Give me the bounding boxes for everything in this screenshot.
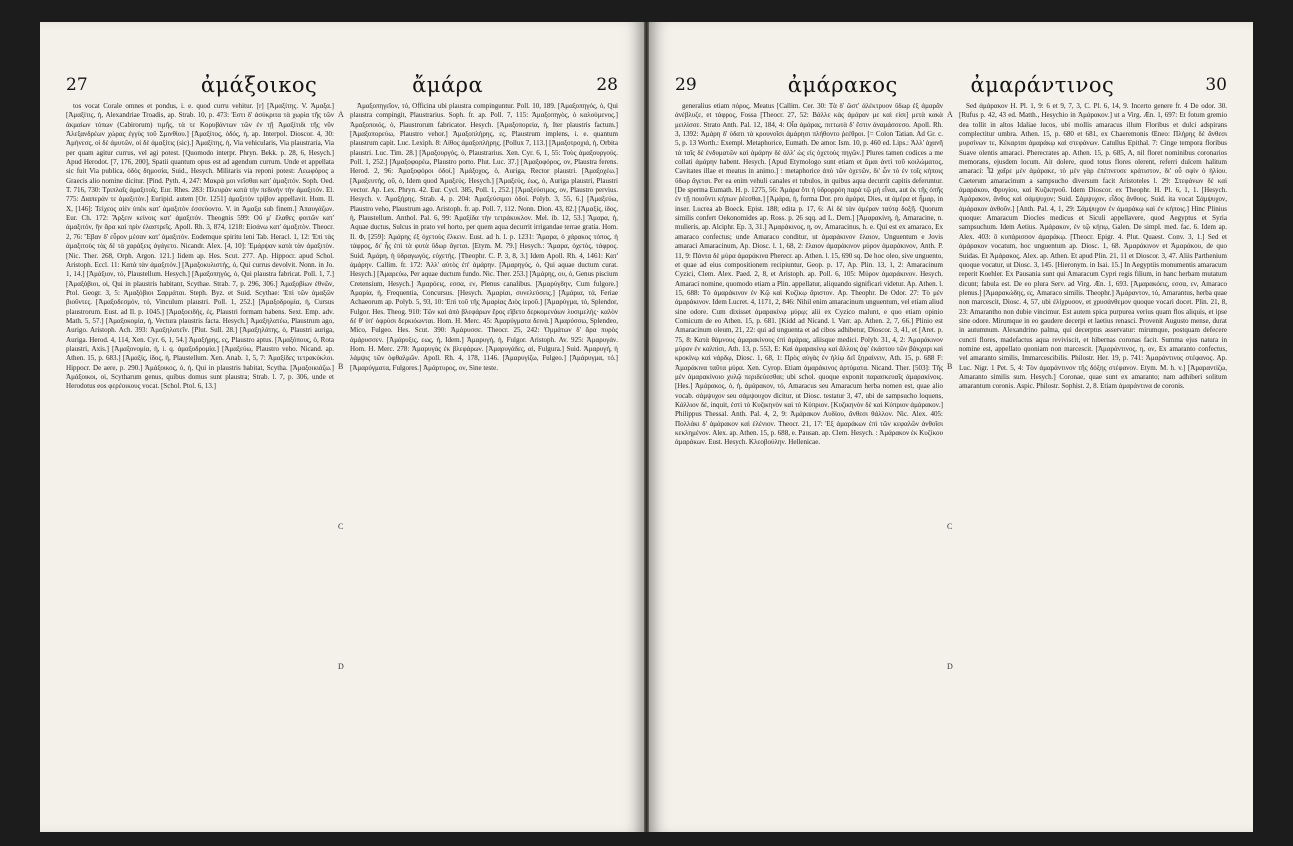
gutter-letter-d: D bbox=[338, 662, 344, 671]
gutter-letter-c: C bbox=[338, 522, 344, 531]
book-spread bbox=[40, 22, 1253, 832]
page-number-28: 28 bbox=[596, 75, 618, 95]
gutter-letter-d: D bbox=[947, 662, 953, 671]
gutter-letter-a: A bbox=[947, 110, 953, 119]
column-29 bbox=[675, 102, 943, 820]
column-30-text: Sed ἀμάρακον H. Pl. 1, 9: 6 et 9, 7, 3, C. Pl. 6, 14, 9. Incerto genere fr. 4 De odor. 30. [Rufus p. 42, 43 ed. Matth., Hesychio in Ἀμάρακον.] ut a Virg. Æn. 1, 697: Et fotum gremio dea tollit in altos Idaliae lucos, ubi mollis amaracus illum Floribus et dulci adspirans complectitur umbra. Athen. 15, p. 680 et 681, ex Chaeremonis Œneo: Πλήρης δὲ ἄνθεσι μυρσίνων τε, Κέκαρται ἀμαράκῳ καὶ στεφάνων. Catullus Epithal. 7: Cinge tempora floribus Suave olentis amaraci. Pherecrates ap. Athen. 15, p. 685, A, nil floret nominibus coronarios memorans, ejusdem locum. Ait dolere, quod totus flores olerent, referri dulcem halitum amaraci: Ὦ χαῖρε μὲν ἀμάρακε, τὸ μὲν γὰρ ἐπέπνευσε κράτιστον, δι' οὗ σφὶν ὁ ἡλίου. Caeterum amaracinum a sampsucho diversum facit Aristoteles l. 29: Στεφάνων δὲ καὶ ἀμαράκου, Φρυγίου, καὶ Κυζικηνοῦ. Idem Dioscor. ex Theophr. H. Pl. 6, 1, 1. [Hesych. Ἀμάρακον, ἄνθος καὶ σάμψυχον; Suid. Σάμψυχον, εἶδος ἄνθους. Suid. ita vocat Σάμψυχον, ἀμάρακον ἀνθοῦν.] [Anth. Pal. 4, 1, 29: Σάμψυχον ἐν ἀμαράκῳ καὶ ἐν κήποις.] Hinc Plinius quoque: Amaracum Diocles medicus et Siculi appellavere, quod Aegyptus et Syria sampsuchum. Idem Aetius. Ἀμάρακον, ἐν τῷ κήπῳ, Galen. De simpl. med. fac. 6. Idem ap. Alex. 403: ὃ κυπάρισσον ἀμαράκῳ. [Theocr. Epigr. 4. Plut. Quaest. Conv. 3, 1.] Sed et ἀμάρακον vocatum, hoc unguentum ap. Diosc. 1, 68. Ἀμαράκινον et Ἀμαράκου, de quo Suidas. Et Ἀμάρακος, Alex. ap. Athen. Et apud Plin. 21, 11 et Dioscor. 3, 47. Aliis Parthenium quoque vocatur, ut Diosc. 3, 145. [Hieronym. in Isai. 15.] In Aegyptiis monumentis amaracum reperit Koehler. Ex Pausania sunt qui Amaracum Cypri regis filium, in hanc herbam mutatum dicunt; fabula est. De eo plura Serv. ad Virg. Æn. 1, 693. [Ἀμαρακόεις, εσσα, εν, Amaraco plenus.] [Ἀμαρακώδης, ες, Amaraco similis. Theophr.] Ἀμάραντον, τό, Amarantus, herba quae non marcescit, Diosc. 4, 57, ubi ἐλίχρυσον, et χρυσάνθεμον quoque vocari docet. Plin. 21, 8, 23: Amarantho non dubie vincimur. Est autem spica purpurea verius quam flos aliquis, et ipse sine odore. Mirumque in eo gaudere decerpi et laetius renasci. Provenit Augusto mense, durat in autumnum. Alexandrino palma, qui decerptus asservatur: mirumque, postquam defecere cuncti flores, madefactus aqua reviviscit, et hibernas coronas facit. Summa ejus natura in nomine est, appellato quoniam non marcescit. [Ἀμαράντινος, η, ον, Ex amaranto confectus, vel amaranto similis, Immarcescibilis. Philostr. Her. 19, p. 741: Ἀμαράντινος στέφανος. Ap. Luc. Nigr. 1 Pet. 5, 4: Τὸν ἀμαράντινον τῆς δόξης στέφανον. Etym. M. h. v.] [Ἀμαραντίζω, Amaranto similis sum. Hesych.] Coronae, quae sunt ex amaranto; nam adhiberi solitum amarantum coronis. Aspic. Philostr. Sophist. 2, 8. Etiam ἀμαράντινα de coronis. bbox=[959, 102, 1227, 391]
right-page-columns bbox=[675, 102, 1227, 820]
gutter-letter-c: C bbox=[947, 522, 953, 531]
page-number-27: 27 bbox=[66, 75, 88, 95]
column-27 bbox=[66, 102, 334, 820]
left-page-gutter-letters bbox=[335, 102, 349, 820]
column-27-text: tos vocat Corale omnes et pondus, i. e. quod curru vehitur. [r] [Ἀμαξίτης. V. Ἀμαξα.] [Ἀμαξίτις, ἡ, Alexandriae Troadis, ap. Strab. 10, p. 473: Ἐστι δ' ἀσύκριτα τὰ χωρία τῆς τῶν ἀκμαίων τόπων (Cabirorum) τιμῆς, τὰ τε Κορυβάντων τῶν ἐν τῇ Ἀμαξίτιδι τῆς νῦν Ἀλεξανδρέων χώρας ἐγγὺς τοῦ Σμινθίου.] [Ἀμαξίτος, ὁδός, ἡ, ap. Interpol. Dioscor. 4, 30: Ἀμήνεσς, οἱ δὲ ἀμυτῶν, οἱ δὲ ἀμαξίτις (sic).] Ἀμαξίτης, ἡ, Via vehicularis, Via plaustraria, Via per quam agitur currus, vel agi potest. [Quomodo interpr. Phryn. Bekk. p. 28, 6, Hesych.] Apud Herodot. [7, 176, 200], Spatii quantum opus est ad agendum currum. Unde et appellata sic fuit Via publica, ὁδὸς δημοσία, Suid., Hesych. Militaris via reponi potest: Λεωφόρος a Graecis alio nomine dicitur. [Pind. Pyth. 4, 247: Μακρὰ μοι νεῖσθαι κατ' ἀμαξιτόν. Soph. Oed. T. 716, 730: Τριπλαῖς ἀμαξιτοῖς. Eur. Rhes. 283: Πλευρὰν κατὰ τὴν πεδινὴν τὴν ἀμαξιτόν. El. 775: Διαπεράν τε ἀμαξιτὸν.] Euripid. autem [Or. 1251] ἀμαξιτὸν τρίβον appellavit. Hom. Il. X, [146]: Τείχεος αἰὲν ὑπὲκ κατ' ἀμαξιτὸν ἐσσεύοντο. V. in Ἀμαξα sub finem.] Ἀπαυγάζων. Eur. Ch. 172: Ἄρξειν κείνοις κατ' ἀμαξιτόν. Theognis 599: Οὔ μ' ἔλαθες φοιτῶν κατ' ἀμαξιτόν, ἣν ἄρα καὶ πρὶν ἐλαστρεῖς. Apoll. Rh. 3, 874, 1218: Εἰσάνω κατ' ἀμαξιτὸν. Theocr. 2, 76: Ἔβαν δ' εὖρον μέσαν κατ' ἀμαξιτὸν. Eodemque spiritu leni Tab. Heracl. 1, 12: Ἐπὶ τὰς ἀμαξιτοὺς τὰς δὲ τὰ χαράξεις ἀγάγετο. Nicandr. Alex. [4, 10]: Ἐμάρψαν κατὰ τὰν ἀμαξιτὸν. [Nic. Ther. 268, Orph. Argon. 121.] Iidem ap. Hes. Scut. 277. Ap. Hippocr. apud Schol. Aristoph. Eccl. 11: Κατὰ τὰν ἀμαξιτόν.] [Ἀμαξοκυλιστής, ὁ, Qui currus devolvit. Nonn. in Jo. 1, 14.] [Ἀμάξιον, τό, Plaustellum. Hesych.] [Ἀμαξοπηγός, ὁ, Qui plaustra fabricat. Poll. 1, 7.] [Ἀμαξόβιοι, οἱ, Qui in plaustris habitant, Scythae. Strab. 7, p. 296, 306.] Ἀμαξοβίων ἐθνῶν, Ptol. Geogr. 3, 5: Ἀμαξόβιοι Σαρμάται. Steph. Byz. et Suid. Scythae: Ἐπὶ τῶν ἀμαξῶν βιοῦντες. [Ἀμαξοδεσμόν, τό, Vinculum plaustri. Poll. 1, 252.] [Ἀμαξοδρομία, ἡ, Cursus plaustrorum. Eust. ad Il. p. 1045.] [Ἀμαξοειδής, ές, Plaustri formam habens. Sext. Emp. adv. Math. 5, 57.] [Ἀμαξοκομία, ἡ, Vectura plaustris facta. Hesych.] Ἀμαξηλατέω, Plaustrum ago, Aurigo. Aristoph. Ach. 393: Ἀμαξηλατεῖν. [Plut. Sull. 28.] [Ἀμαξηλάτης, ὁ, Plaustri auriga, Auriga. Herod. 4, 114, Xen. Cyr. 6, 1, 54.] Ἀμαξήρης, ες, Plaustro aptus. [Ἀμαξόπους, ὁ, Rota plaustri, Axis.] [Ἀμαξονομία, ἡ, i. q. ἀμαξοδρομία.] [Ἀμαξεύω, Plaustro veho. Nicand. ap. Athen. 15, p. 683.] [Ἀμαξίς, ίδος, ἡ, Plaustellum. Xen. Anab. 1, 5, 7: Ἀμαξίδες τετρακύκλοι. Hippocr. De aere, p. 290.] Ἀμάξοικος, ὁ, ἡ, Qui in plaustris habitat, Scytha. [Ἀμαξοικιάζω.] Ἀμάξοικοι, οἱ, Scytharum genus, quibus domus sunt plaustra; Strab. l. 7, p. 306, unde et Herodotus eos φερέοικους vocat. [Schol. Ptol. 6, 13.] bbox=[66, 102, 334, 391]
page-number-30: 30 bbox=[1205, 75, 1227, 95]
column-30 bbox=[959, 102, 1227, 820]
running-head-amarantinos: ἀμαράντινος bbox=[970, 73, 1115, 97]
right-page-header bbox=[675, 72, 1227, 98]
gutter-letter-b: B bbox=[338, 362, 344, 371]
right-page-gutter-letters bbox=[944, 102, 958, 820]
page-number-29: 29 bbox=[675, 75, 697, 95]
column-29-text: generalius etiam πόρος, Meatus [Callim. Cer. 30: Τὰ δ' ὥστ' ἀλέκτρυον ὕδωρ ἐξ ἀμαρᾶν ἀνέβλυζε, et τάφρος, Fossa [Theocr. 27, 52: Βάλλε κὰς ἀμάραν με καὶ εἰσι] μετὰ κακὰ μειλίσσε. Strato Anth. Pal. 12, 184, 4: Οἷα ἀμάρας, πιττωτὰ δ' ἔστιν ἀναμάσσεσο. Apoll. Rh. 3, 1392: Ἀμάρη δ' ὑδατι τὰ κρουνοῖσι ἀμάρησι πλήθοντο ῥεέθροι. [= Colon Tatian. Ad Gr. c. 5, p. 13 Worth.: Exempl. Metaphorice, Eumath. De amor. Ism. 10, p. 460 ed. Lips.: Ἀλλ' ἀχανῆ τὰ ταῖς δὲ ἐνδυματῶν καὶ ἀμάρην δὲ ἀλλ' ὡς εἰς ὀχετοὺς πηγῶν.] Plures tamen codices a me collati ἀμάρην habent. Hesych. [Apud Etymologo sunt etiam et ἄμαι ἀντὶ τοῦ κοιλώματος, Cavitates illae et meatus in animo.] : metaphorice ἀπὸ τῶν ὀχετῶν, δι' ὧν τὸ ἐν τοῖς κήποις ὕδωρ ἄγεται. Per ea enim vehuli canales et tubulos, in quibus aqua decurrit capitis deferuntur. [De sperma Eumath. H. p. 1275, 56: Ἀμάρα ὅτι ἡ ὑδρορρόη παρὰ τῷ μὴ εἶναι, aut ἐκ τῆς ὀπῆς ἐν τῇ ποιοῦντι κήπων ῥέεσθαι.] [Ἀμάρα, ἡ, forma Dor. pro ἁμάρα, Dies, ut ἁμέρα et ἦμαρ, in inser. Lucrea ab Boeck. Epist. 188; edita p. 17, 6: Αἰ δὲ τὰν ἁμέραν ταύτᾳ δοξῆ. Quorum similis confert Oekonomides ap. Ross. p. 26 sqq. ad L. Dem.] [Ἀμαρακίνη, ἡ, Amaracine, n. mulieris, ap. Alciphr. Ep. 3, 31.] Ἀμαράκινος, η, ον, Amaracinus, h. e. Qui est ex amaraco, Ex amaraco confectus; unde Amaraco conditur, ut ἀμαράκινον ἔλαιον, Unguentum e Jovis amaraci Amaracinum, Ap. Diosc. l. 1, 68, 2: ἔλαιον ἀμαράκινον μύρον ἀμαράκινον, Anth. P. 11, 9: Πάντα δὲ μύρα ἀμαράκινα Pherecr. ap. Athen. l. 15, 690 sq. De hoc oleo, sive unguento, et quae ad eius compositionem recipiuntur, Geop. p. 17, Ap. Plin. 13, 1, 2: Amaracinum Cyzici, Clem. Alex. Paed. 2, 8, et Aristoph. ap. Poll. 6, 105: Μύρον ἀμαράκινον. Hesych. Amaraci nomine, quomodo etiam a Plin. appellatur, aliquando significari videtur. Ap. Athen. l. 15, 688: Τὸ ἀμαράκινον ἐν Κῷ καὶ Κυζίκῳ ἄριστον. Ap. Theophr. De Odor. 27: Τὸ μὲν ἀμαράκινον. Idem Lucret. 4, 1171, 2, 846: Nihil enim amaracinum unguentum, vel etiam aliud sine odore. Cum dixisset ἀμαρακίνῳ μύρῳ; alii ex Cyzico malunt, e quo etiam opinio Comicum de eo Athen. 15, p. 681. [Kidd ad Nicand. l. Varr. ap. Athen. 2, 7, 66.] Plinio est Amaracinum oleum, 21, 22: qui ad unguenta et ad cibos adhibetur, Dioscor. 3, 41, et [Aret. p. 75, 8: Κατὰ θάμνους ἀμαρακίνους ἐπὶ ἀμάρας, aliisque medici. Polyb. 31, 4, 2: Ἀμαράκινον μύρον ἐν καλπίσι, Ath. 13, p. 553, E: Καὶ ἀμαρακίνῳ καὶ ἄλλοις ἀφ' ἑκάστου τῶν βάκχαρι καὶ κροκίνῳ καὶ νάρδῳ, Diosc. 1, 68, 1: Πρὸς αὐγὰς ἐν ἡλίῳ δεῖ ξηραίνειν, Ath. 15, p. 688 F: Ἀμαράκινα ταῦτα μύρα. Xen. Cyrop. Etiam ἀμαράκινος ἀρτύματα. Nicand. Ther. [503]: Τῆς μὲν ἀμαρακίνοιο χυλῷ περιδεύεσθαι; ubi schol. quoque exponit παρασκευαῖς ἀμαρακίνοις. [Hes.] Ἀμάρακος, ὁ, ἡ, ἀμάρακον, τό, Amaracus seu Amaracum herba nomen est, quae alio vocab. σάμψυχον seu σάμψουχον dicitur, ut Diosc. testatur 3, 47, ubi de sampsucho loquens, Κάλλιον δέ, inquit, ἐστὶ τὸ Κυζικηνὸν καὶ τὸ Κύπριον. [Κυζικηνὸν δὲ καὶ Κύπριον ἀμάρακον.] Philippus Thessal. Anth. Pal. 4, 2, 9: Ἀμάρακον Λυδίου, ἄνθεσι θάλλον. Nic. Alex. 405: Πολλάκι δ' ἀμάρακον καὶ ἑλένιον. Theocr. 21, 17: Ἐξ ἀμαράκων ἐπὶ τῶν κεφαλῶν ἀνθοῖσι κεκλημένον. Alex. ap. Athen. 15, p. 688, e. Pausan. ap. Clem. Hesych. : Ἀμάρακον ἐκ Κυζίκου ἀμαράκων. Eust. Hesych. Κλεοβούλην. Hellenicae. bbox=[675, 102, 943, 447]
left-page bbox=[40, 22, 644, 832]
gutter-letter-b: B bbox=[947, 362, 953, 371]
column-28-text: Ἀμαξοπηγεῖον, τό, Officina ubi plaustra compinguntur. Poll. 10, 189. [Ἀμαξοπηγός, ὁ, Qui plaustra compingit, Plaustrarius. Soph. fr. ap. Poll. 7, 115: Ἀμαξοπηγὸς, ὁ καλούμενος.] Ἀμαξοποιός, ὁ, Plaustrorum fabricator. Hesych. [Ἀμαξοπορεία, ἡ, Iter plaustris factum.] [Ἀμαξοπορεύω, Plaustro vehor.] Ἀμαξοπλήρης, ες, Plaustrum implens, i. e. quantum plaustrum capit. Luc. Lexiph. 8: Λίθος ἀμαξοπλήρης. [Pollux 7, 113.] [Ἀμαξοτροχιά, ἡ, Orbita plaustri. Luc. Tim. 28.] [Ἀμαξουργός, ὁ, Plaustrarius. Xen. Cyr. 6, 1, 55: Τοὺς ἀμαξουργούς. Poll. 1, 252.] [Ἀμαξοφορέω, Plaustro porto. Plut. Luc. 37.] [Ἀμαξοφόρος, ον, Plaustra ferens. Herod. 2, 96: Ἀμαξοφόροι ὁδοί.] Ἀμάξοχος, ὁ, Auriga, Rector plaustri. [Ἀμαξοχέω.] [Ἀμαξευτής, οῦ, ὁ, Idem quod Ἀμαξεύς. Hesych.] [Ἀμαξεύς, έως, ὁ, Auriga plaustri, Plaustri vector. Ap. Lex. Phryn. 42. Eur. Cycl. 385, Poll. 1, 252.] [Ἀμαξεύσιμος, ον, Plaustro pervius. Hesych. v. Ἀμαξήρης. Strab. 4, p. 204: Ἀμαξεύσιμοι ὁδοί. Polyb. 3, 55, 6.] [Ἀμαξεύω, Plaustro veho, Plaustrum ago. Aristoph. fr. ap. Poll. 7, 112. Nonn. Dion. 43, 82.] [Ἀμαξίς, ίδος, ἡ, Plaustellum. Anthol. Pal. 6, 99: Ἀμαξίδα τὴν τετράκυκλον. Mel. ib. 12, 53.] Ἄμαρα, ἡ, Aquae ductus, Sulcus in prato vel horto, per quem aqua decurrit irrigandae terrae gratia. Hom. Il. Φ, [259]: Ἀμάρης ἐξ ὀχετοὺς ἕλκειν. Eust. ad h. l. p. 1231: Ἄμαρα, ὁ χάρακος τόπος, ἡ τάφρος, δι' ἧς ἐπὶ τὰ φυτὰ ὕδωρ ἄγεται. [Etym. M. 79.] Hesych.: Ἄμαρα, ὀχετὸς, τάφρος. Suid. Ἀμάρη, ἡ ὑδραγωγός, εὐχετής. [Theophr. C. P. 3, 8, 3.] Idem Apoll. Rh. 4, 1461: Κατ' ἀμάρην. Callim. fr. 172: Ἀλλ' αὐτὸς ἐπ' ἀμάρην. [Ἀμαρηγός, ὁ, Qui aquae ductum curat. Hesych.] [Ἀμαρεύω, Per aquae ductum fundo. Nic. Ther. 253.] [Ἀμάρης, ου, ὁ, Genus piscium Cretensium, Hesych.] Ἀμαρόεις, εσσα, εν, Plenus canalibus. [Ἀμαρύγδην, Cum fulgore.] Ἀμαρία, ἡ, Frequentia, Concursus. [Hesych. Ἀμαρίαι, συνελεύσεις.] [Ἀμάρια, τά, Feriae Achaeorum ap. Polyb. 5, 93, 10: Ἐπὶ τοῦ τῆς Ἀμαρίας Διὸς ἱεροῦ.] [Ἀμαρύγμα, τό, Splendor, Fulgor. Hes. Theog. 910: Τῶν καὶ ἀπὸ βλεφάρων ἔρος εἴβετο δερκομενάων λυσιμελής· καλὸν δέ θ' ὑπ' ὀφρύσι δερκιόωνται. Hom. H. Merc. 45: Ἀμαρύγματα δεινὰ.] Ἀμαρύσσω, Splendeo, Mico, Fulgeo. Hes. Scut. 390: Ἀμάρυσσε. Theocr. 25, 242: Ὀμμάτων δ' ἄρα πυρὸς ἀμάρυσσεν. [Ἀμάρυξις, εως, ἡ, Idem.] Ἀμαρυγή, ἡ, Fulgor. Aristoph. Av. 925: Ἀμαρυγάν. Hom. H. Merc. 278: Ἀμαρυγὰς ἐκ βλεφάρων. [Ἀμαρυγάδες, αἱ, Fulgura.] Suid. Ἀμαρυγή, ἡ λάμψις τῶν ὀφθαλμῶν. Apoll. Rh. 4, 178, 1146. [Ἀμαρυγίζω, Fulgeo.] [Ἀμάρυγμα, τό.] [Ἀμαρύγματα, Fulgores.] Ἀμάρτυρος, ον, Sine teste. bbox=[350, 102, 618, 372]
running-head-amaxoikos: ἀμάξοικος bbox=[200, 73, 318, 97]
running-head-amara: ἄμάρα bbox=[412, 73, 484, 97]
column-28 bbox=[350, 102, 618, 820]
left-page-columns bbox=[66, 102, 618, 820]
left-page-header bbox=[66, 72, 618, 98]
gutter-letter-a: A bbox=[338, 110, 344, 119]
running-head-amarakos: ἀμάρακος bbox=[787, 73, 898, 97]
right-page bbox=[649, 22, 1253, 832]
